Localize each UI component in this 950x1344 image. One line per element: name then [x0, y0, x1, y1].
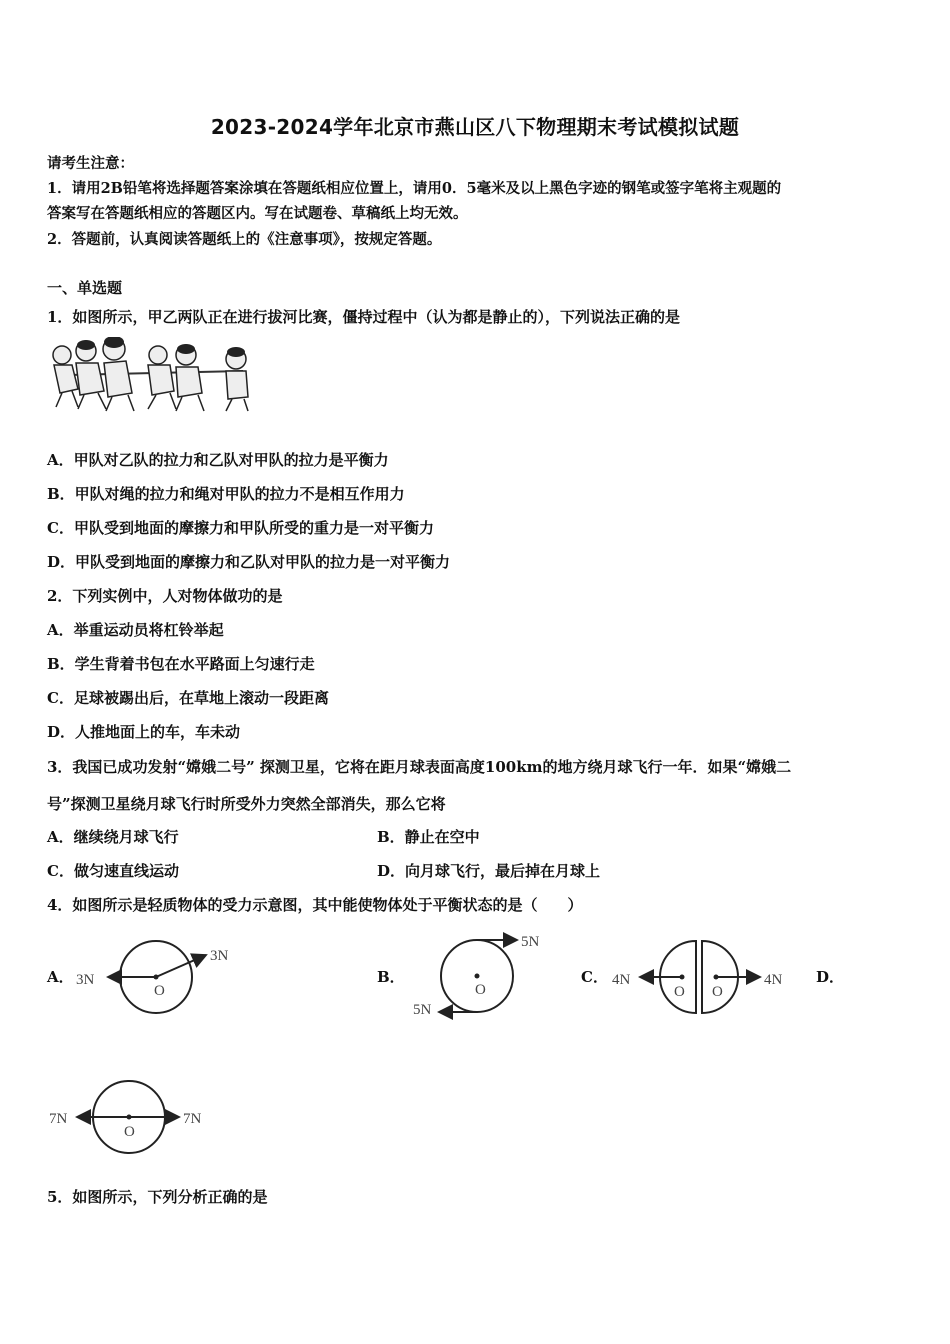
q2-option-b[interactable]: B．学生背着书包在水平路面上匀速行走	[47, 655, 315, 673]
q2-option-a[interactable]: A．举重运动员将杠铃举起	[47, 621, 224, 639]
force-label-left: 7N	[49, 1111, 68, 1127]
q1-option-d[interactable]: D．甲队受到地面的摩擦力和乙队对甲队的拉力是一对平衡力	[47, 553, 451, 571]
q3-option-b[interactable]: B．静止在空中	[377, 828, 480, 846]
force-label-top: 5N	[521, 934, 540, 950]
center-label: O	[154, 983, 165, 999]
force-arrow-right	[156, 955, 206, 977]
q1-option-c[interactable]: C．甲队受到地面的摩擦力和甲队所受的重力是一对平衡力	[47, 519, 434, 537]
q3-stem-line-1: 3．我国已成功发射“嫦娥二号” 探测卫星，它将在距月球表面高度100km的地方绕月球飞行一年．如果“嫦娥二	[47, 758, 792, 776]
notice-line-2: 2．答题前，认真阅读答题纸上的《注意事项》，按规定答题。	[47, 231, 442, 248]
force-label-right: 3N	[210, 948, 229, 964]
q4-stem: 4．如图所示是轻质物体的受力示意图，其中能使物体处于平衡状态的是（ ）	[47, 896, 583, 914]
page-title: 2023-2024学年北京市燕山区八下物理期末考试模拟试题	[210, 115, 740, 139]
q4-figure-c	[608, 935, 798, 1025]
q4-figure-b	[405, 928, 555, 1023]
q1-stem: 1．如图所示，甲乙两队正在进行拔河比赛，僵持过程中（认为都是静止的），下列说法正确的是	[47, 308, 680, 326]
force-label-left: 3N	[76, 972, 95, 988]
center-label: O	[475, 982, 486, 998]
center-label-right: O	[712, 984, 723, 1000]
q4-figure-d	[45, 1075, 215, 1160]
q2-stem: 2．下列实例中，人对物体做功的是	[47, 587, 283, 605]
q4-label-d[interactable]: D．	[816, 968, 845, 986]
notice-line-1a: 1．请用2B铅笔将选择题答案涂填在答题纸相应位置上，请用0．5毫米及以上黑色字迹的钢笔或签字笔将主观题的	[47, 180, 782, 197]
q4-label-c[interactable]: C．	[581, 968, 608, 986]
force-label-right: 4N	[764, 972, 783, 988]
q3-option-d[interactable]: D．向月球飞行，最后掉在月球上	[377, 862, 601, 880]
force-label-left: 4N	[612, 972, 631, 988]
notice-heading: 请考生注意：	[47, 155, 134, 172]
q4-label-b[interactable]: B．	[377, 968, 405, 986]
q3-stem-line-2: 号”探测卫星绕月球飞行时所受外力突然全部消失，那么它将	[47, 795, 446, 813]
q4-figure-a	[70, 935, 240, 1025]
q1-option-a[interactable]: A．甲队对乙队的拉力和乙队对甲队的拉力是平衡力	[47, 451, 389, 469]
force-label-right: 7N	[183, 1111, 202, 1127]
q3-option-c[interactable]: C．做匀速直线运动	[47, 862, 179, 880]
center-label: O	[124, 1124, 135, 1140]
notice-line-1b: 答案写在答题纸相应的答题区内。写在试题卷、草稿纸上均无效。	[47, 205, 468, 222]
q1-option-b[interactable]: B．甲队对绳的拉力和绳对甲队的拉力不是相互作用力	[47, 485, 405, 503]
section-heading: 一、单选题	[47, 279, 123, 297]
q2-option-d[interactable]: D．人推地面上的车，车未动	[47, 723, 241, 741]
q4-label-a[interactable]: A．	[47, 968, 74, 986]
q2-option-c[interactable]: C．足球被踢出后，在草地上滚动一段距离	[47, 689, 329, 707]
q5-stem: 5．如图所示，下列分析正确的是	[47, 1188, 268, 1206]
q3-option-a[interactable]: A．继续绕月球飞行	[47, 828, 179, 846]
tug-of-war-image	[48, 337, 256, 413]
center-label-left: O	[674, 984, 685, 1000]
force-label-bottom: 5N	[413, 1002, 432, 1018]
